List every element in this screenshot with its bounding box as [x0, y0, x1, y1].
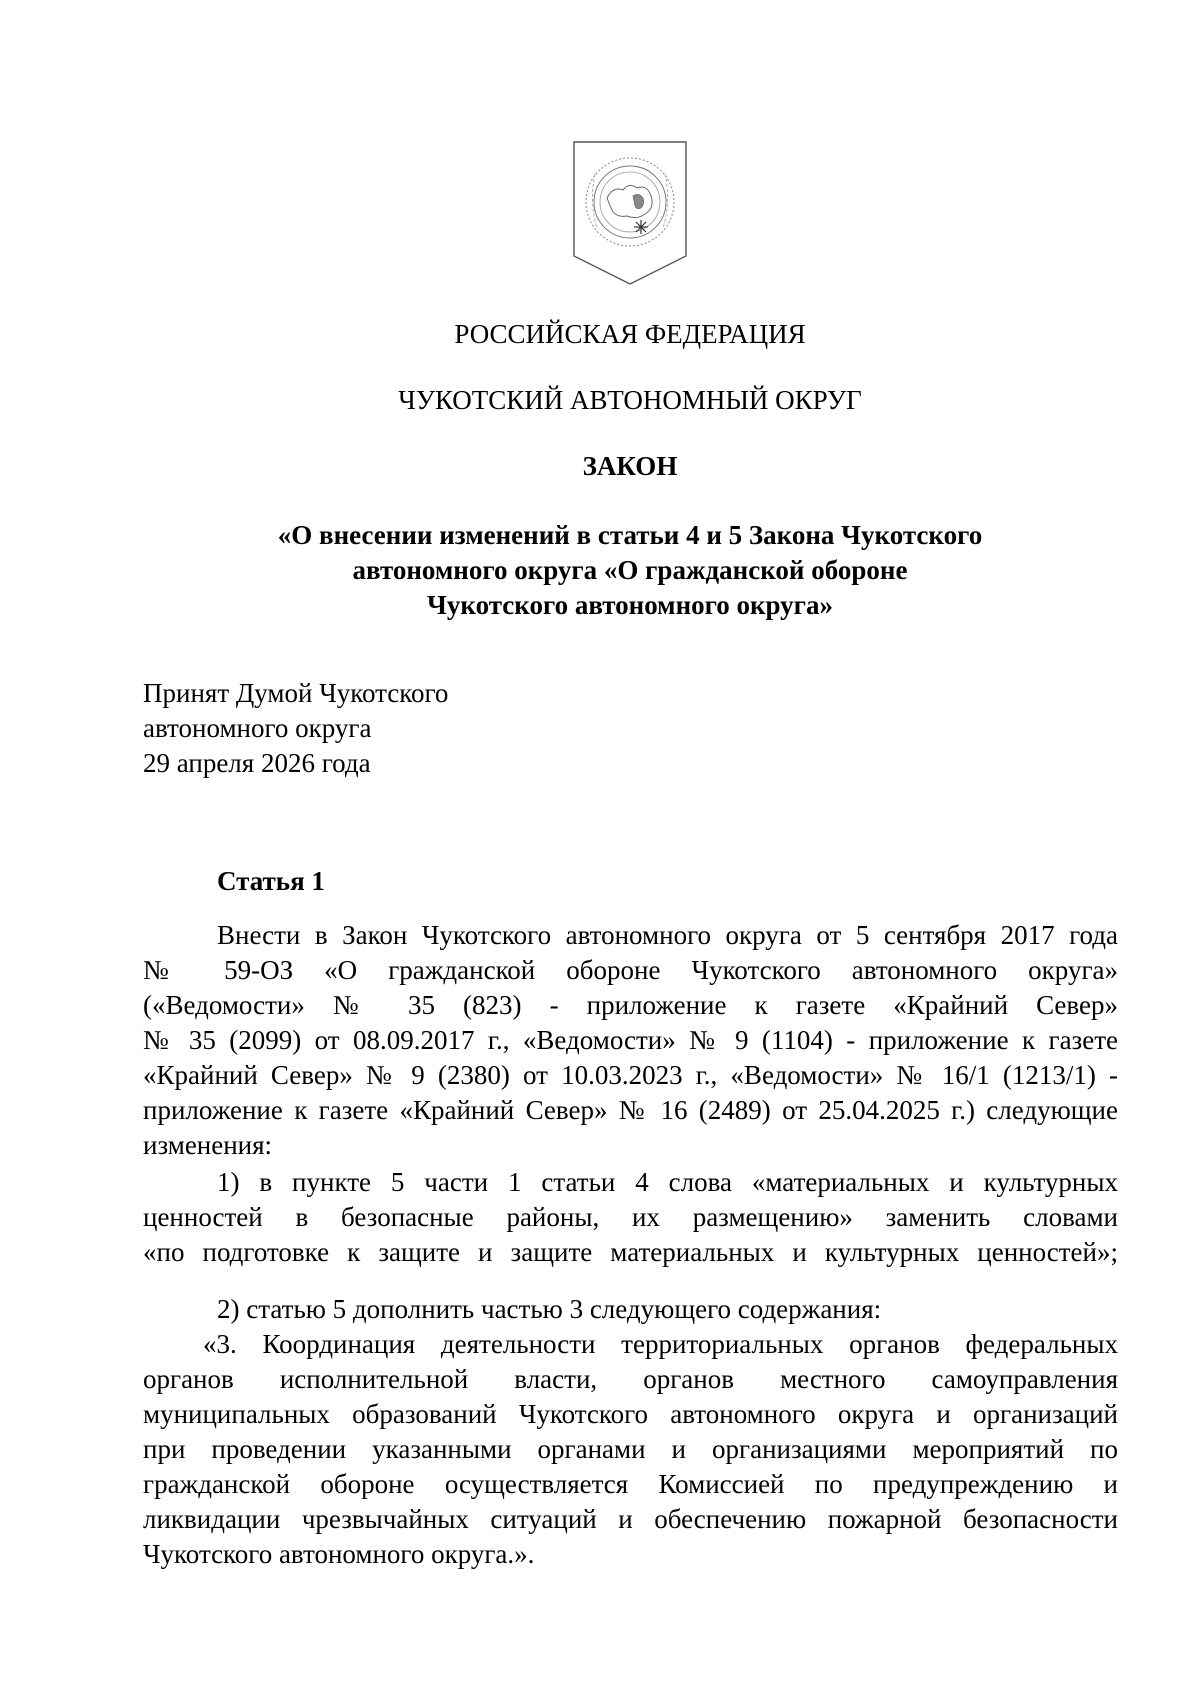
paragraph-line: «по подготовке к защите и защите материальных и культурных ценностей»;: [143, 1237, 1118, 1267]
paragraph-line: 1) в пункте 5 части 1 статьи 4 слова «материальных и культурных: [217, 1167, 1118, 1197]
paragraph-line: Чукотского автономного округа.».: [143, 1539, 535, 1569]
law-title-line: автономного округа «О гражданской обороне: [352, 555, 908, 585]
paragraph-line: ценностей в безопасные районы, их размещению» заменить словами: [143, 1202, 1118, 1232]
document-type: ЗАКОН: [582, 451, 678, 481]
chukotka-coat-of-arms-icon: [571, 138, 689, 288]
law-title: [0, 518, 1200, 623]
paragraph-line: органов исполнительной власти, органов местного самоуправления: [143, 1364, 1118, 1394]
law-title-line: Чукотского автономного округа»: [427, 590, 833, 620]
adoption-line: автономного округа: [143, 713, 372, 743]
adoption-line: Принят Думой Чукотского: [143, 678, 449, 708]
country-name: РОССИЙСКАЯ ФЕДЕРАЦИЯ: [454, 319, 806, 349]
paragraph-line: ликвидации чрезвычайных ситуаций и обеспечению пожарной безопасности: [143, 1504, 1118, 1534]
region-name: ЧУКОТСКИЙ АВТОНОМНЫЙ ОКРУГ: [398, 385, 862, 415]
paragraph-line: гражданской обороне осуществляется Комиссией по предупреждению и: [143, 1469, 1118, 1499]
amendment-item-2: [143, 1292, 1118, 1572]
paragraph-line: изменения:: [143, 1130, 273, 1160]
paragraph-line: «3. Координация деятельности территориальных органов федеральных: [203, 1329, 1118, 1359]
adoption-note: [143, 676, 448, 781]
paragraph-line: 2) статью 5 дополнить частью 3 следующего содержания:: [217, 1294, 882, 1324]
article-heading: Статья 1: [217, 866, 325, 896]
paragraph-line: № 35 (2099) от 08.09.2017 г., «Ведомости» № 9 (1104) - приложение к газете: [143, 1025, 1118, 1055]
paragraph-line: № 59-ОЗ «О гражданской обороне Чукотского автономного округа»: [143, 955, 1118, 985]
paragraph-line: «Крайний Север» № 9 (2380) от 10.03.2023 г., «Ведомости» № 16/1 (1213/1) -: [143, 1060, 1118, 1090]
paragraph-line: («Ведомости» № 35 (823) - приложение к газете «Крайний Север»: [143, 990, 1118, 1020]
law-title-line: «О внесении изменений в статьи 4 и 5 Закона Чукотского: [277, 520, 983, 550]
amendment-item-1: [143, 1165, 1118, 1270]
article-intro-paragraph: [143, 918, 1118, 1163]
paragraph-line: Внести в Закон Чукотского автономного округа от 5 сентября 2017 года: [217, 920, 1118, 950]
paragraph-line: при проведении указанными органами и организациями мероприятий по: [143, 1434, 1118, 1464]
adoption-date: 29 апреля 2026 года: [143, 748, 371, 778]
paragraph-line: приложение к газете «Крайний Север» № 16 (2489) от 25.04.2025 г.) следующие: [143, 1095, 1118, 1125]
paragraph-line: муниципальных образований Чукотского автономного округа и организаций: [143, 1399, 1118, 1429]
